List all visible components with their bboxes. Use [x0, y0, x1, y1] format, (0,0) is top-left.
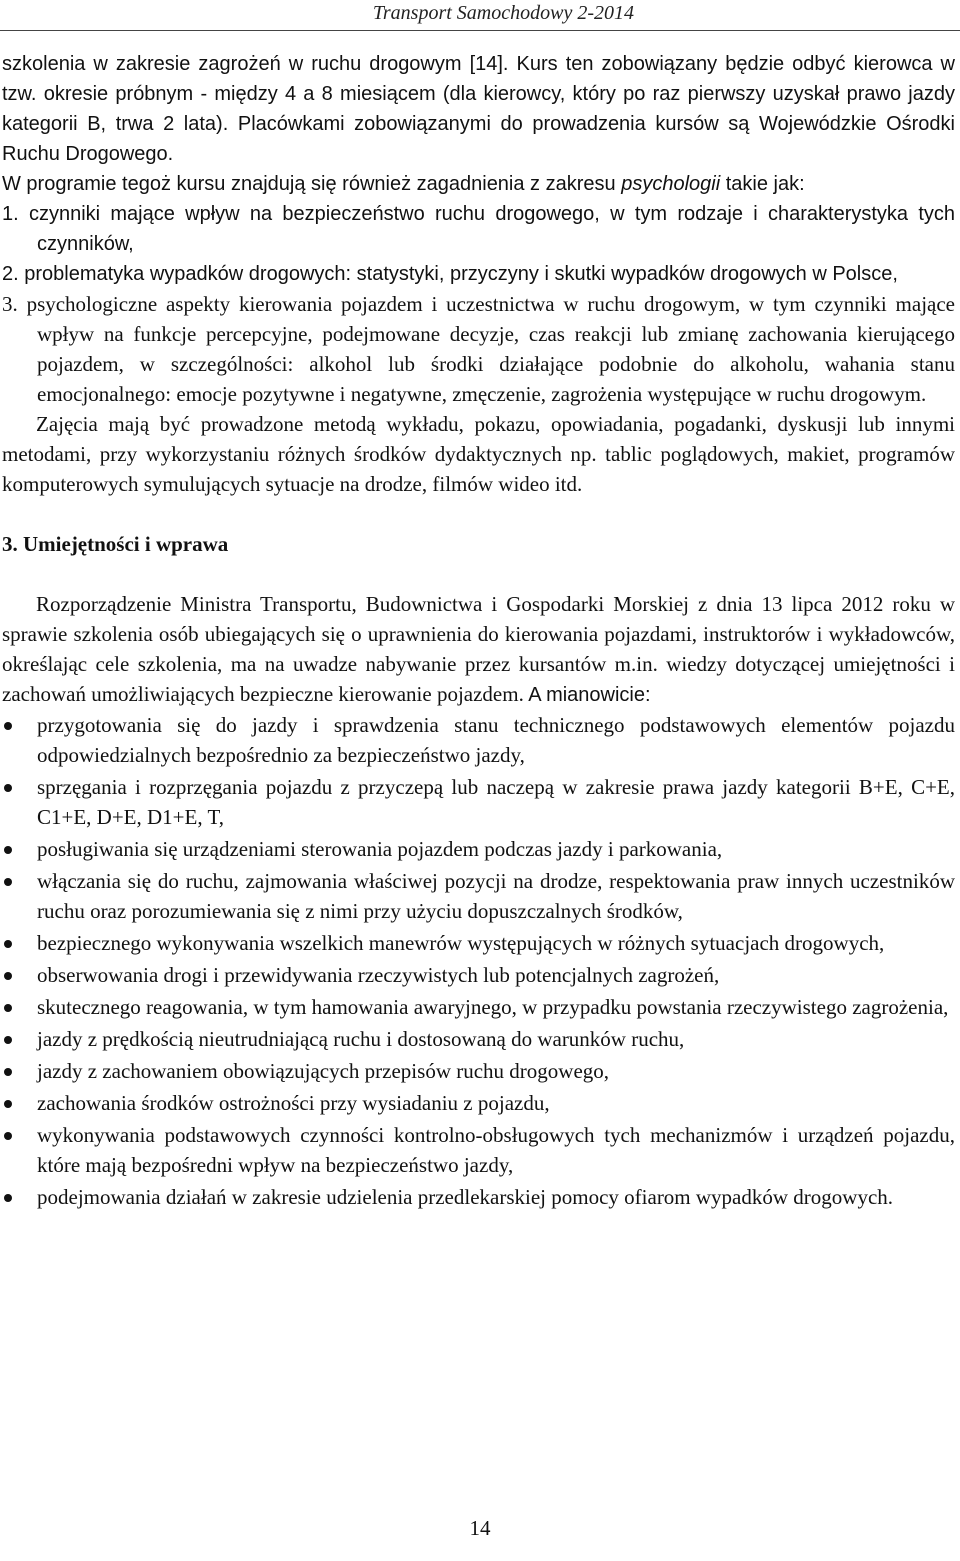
section-heading: 3. Umiejętności i wprawa: [2, 532, 229, 556]
list-item-text: sprzęgania i rozprzęgania pojazdu z przyczepą lub naczepą w zakresie prawa jazdy kategorii B+E, C+E, C1+E, D+E, D1+E, T,: [37, 775, 955, 829]
regulation-paragraph: [2, 589, 955, 710]
classes-paragraph: Zajęcia mają być prowadzone metodą wykładu, pokazu, opowiadania, pogadanki, dyskusji lub innymi metodami, przy wykorzystaniu różnych środków dydaktycznych np. tablic poglądowych, makiet, programów komputerowych symulujących sytuacje na drodze, filmów wideo itd.: [2, 412, 955, 496]
list-item-text: jazdy z zachowaniem obowiązujących przepisów ruchu drogowego,: [37, 1059, 610, 1083]
program-paragraph: [2, 169, 955, 199]
list-item: [2, 710, 955, 770]
list-item-text: zachowania środków ostrożności przy wysiadaniu z pojazdu,: [37, 1091, 550, 1115]
list-item: [2, 772, 955, 832]
list-item-text: włączania się do ruchu, zajmowania właściwej pozycji na drodze, respektowania praw innych uczestników ruchu oraz porozumiewania się z nimi przy użyciu dopuszczalnych środków,: [37, 869, 955, 923]
numbered-item-number: 3.: [2, 292, 18, 316]
numbered-item-number: 1.: [2, 203, 19, 225]
bullet-icon: [4, 1004, 12, 1012]
list-item: [2, 866, 955, 926]
list-item-text: bezpiecznego wykonywania wszelkich manewrów występujących w różnych sytuacjach drogowych,: [37, 931, 885, 955]
header-rule: [0, 30, 960, 31]
bullet-icon: [4, 1194, 12, 1202]
bullet-icon: [4, 722, 12, 730]
list-item: [2, 992, 955, 1022]
program-italic: psychologii: [621, 173, 721, 195]
list-item-text: jazdy z prędkością nieutrudniającą ruchu i dostosowaną do warunków ruchu,: [37, 1027, 685, 1051]
list-item: [2, 1088, 955, 1118]
bullet-icon: [4, 1100, 12, 1108]
regulation-text: Rozporządzenie Ministra Transportu, Budownictwa i Gospodarki Morskiej z dnia 13 lipca 2012 roku w sprawie szkolenia osób ubiegających się o uprawnienia do kierowania pojazdami, instruktorów i wykładowców, określając cele szkolenia, ma na uwadze nabywanie przez kursantów m.in. wiedzy dotyczącej umiejętności i zachowań umożliwiających bezpieczne kierowanie pojazdem.: [2, 592, 955, 706]
bullet-icon: [4, 878, 12, 886]
page-body: [2, 49, 955, 1214]
list-item: [2, 834, 955, 864]
list-item: [2, 1024, 955, 1054]
skills-list: [2, 710, 955, 1212]
list-item-text: podejmowania działań w zakresie udzielenia przedlekarskiej pomocy ofiarom wypadków drogowych.: [37, 1185, 894, 1209]
bullet-icon: [4, 972, 12, 980]
list-item-text: obserwowania drogi i przewidywania rzeczywistych lub potencjalnych zagrożeń,: [37, 963, 720, 987]
page-number: 14: [469, 1516, 491, 1540]
bullet-icon: [4, 1068, 12, 1076]
list-item: [2, 1120, 955, 1180]
numbered-item-text: problematyka wypadków drogowych: statystyki, przyczyny i skutki wypadków drogowych w Polsce,: [24, 263, 898, 285]
list-item: [2, 928, 955, 958]
list-item-text: wykonywania podstawowych czynności kontrolno-obsługowych tych mechanizmów i urządzeń pojazdu, które mają bezpośredni wpływ na bezpieczeństwo jazdy,: [37, 1123, 955, 1177]
list-item-text: przygotowania się do jazdy i sprawdzenia stanu technicznego podstawowych elementów pojazdu odpowiedzialnych bezpośrednio za bezpieczeństwo jazdy,: [37, 713, 955, 767]
numbered-item: [2, 289, 955, 409]
bullet-icon: [4, 846, 12, 854]
numbered-item: [2, 259, 955, 289]
numbered-item-number: 2.: [2, 263, 19, 285]
intro-paragraph: szkolenia w zakresie zagrożeń w ruchu drogowym [14]. Kurs ten zobowiązany będzie odbyć kierowca w tzw. okresie próbnym - między 4 a 8 miesiącem (dla kierowcy, który po raz pierwszy uzyskał prawo jazdy kategorii B, trwa 2 lata). Placówkami zobowiązanymi do prowadzenia kursów są Wojewódzkie Ośrodki Ruchu Drogowego.: [2, 53, 955, 165]
list-item-text: skutecznego reagowania, w tym hamowania awaryjnego, w przypadku powstania rzeczywistego zagrożenia,: [37, 995, 949, 1019]
regulation-tail: A mianowicie:: [523, 684, 651, 706]
bullet-icon: [4, 1132, 12, 1140]
numbered-list: [2, 199, 955, 409]
list-item: [2, 1182, 955, 1212]
program-text-b: takie jak:: [720, 173, 805, 195]
running-header: Transport Samochodowy 2-2014: [372, 2, 634, 24]
list-item-text: posługiwania się urządzeniami sterowania pojazdem podczas jazdy i parkowania,: [37, 837, 723, 861]
numbered-item-text: czynniki mające wpływ na bezpieczeństwo ruchu drogowego, w tym rodzaje i charakterystyka tych czynników,: [28, 203, 955, 255]
bullet-icon: [4, 940, 12, 948]
bullet-icon: [4, 1036, 12, 1044]
program-text-a: W programie tegoż kursu znajdują się również zagadnienia z zakresu: [2, 173, 622, 195]
numbered-item-text: psychologiczne aspekty kierowania pojazdem i uczestnictwa w ruchu drogowym, w tym czynniki mające wpływ na funkcje percepcyjne, podejmowane decyzje, czas reakcji lub zmianę zachowania kierującego pojazdem, w szczególności: alkohol lub środki działające podobnie do alkoholu, wahania stanu emocjonalnego: emocje pozytywne i negatywne, zmęczenie, zagrożenia występujące w ruchu drogowym.: [26, 292, 956, 406]
numbered-item: [2, 199, 955, 259]
list-item: [2, 1056, 955, 1086]
list-item: [2, 960, 955, 990]
bullet-icon: [4, 784, 12, 792]
